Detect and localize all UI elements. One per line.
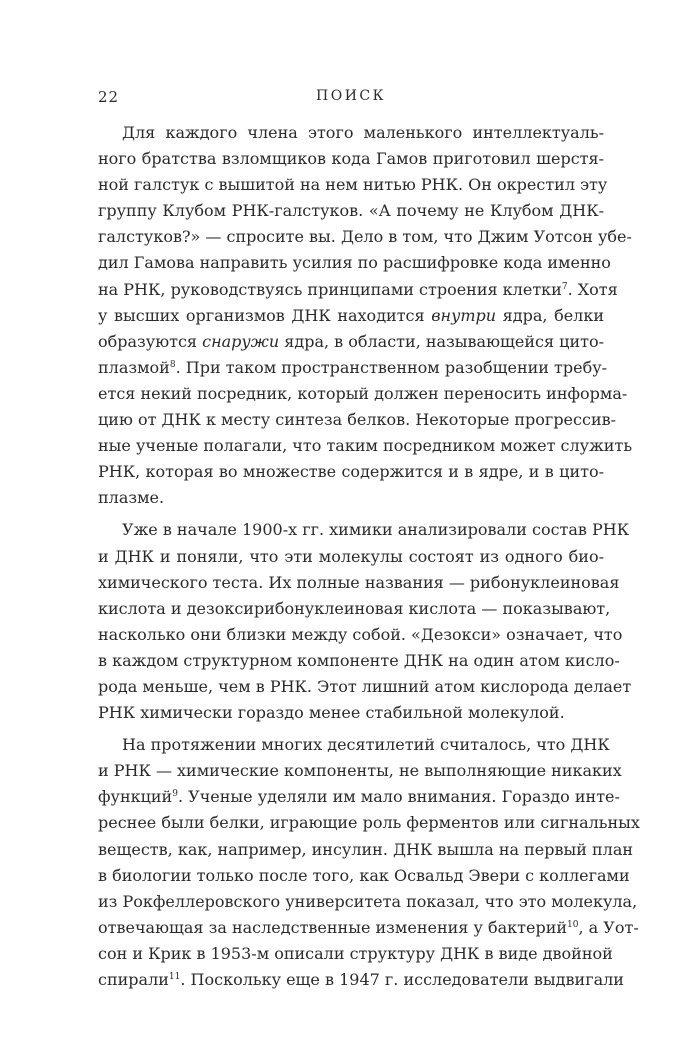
text-run: ядра, в области, называющейся цито- — [279, 331, 604, 351]
text-run: насколько они близки между собой. «Дезокси» означает, что — [98, 624, 623, 644]
text-line — [98, 355, 608, 381]
text-run: РНК, которая во множестве содержится и в ядре, и в цито- — [98, 462, 604, 482]
text-run: кислота и дезоксирибонуклеиновая кислота — показывают, — [98, 598, 611, 618]
text-line — [98, 381, 628, 407]
text-line — [98, 172, 608, 198]
text-line — [98, 622, 623, 648]
text-line — [98, 146, 604, 172]
text-run: РНК химически гораздо менее стабильной молекулой. — [98, 703, 565, 723]
text-line — [98, 596, 611, 622]
text-line — [98, 517, 630, 543]
text-line — [98, 407, 617, 433]
paragraph — [98, 120, 633, 511]
text-run: галстуков?» — спросите вы. Дело в том, что Джим Уотсон убе- — [98, 227, 632, 247]
text-line — [98, 198, 604, 224]
body-text — [98, 120, 640, 993]
text-line — [98, 837, 634, 863]
text-run: в биологии только после того, как Освальд Эвери с коллегами — [98, 865, 630, 885]
text-run: плазме. — [98, 488, 165, 508]
text-line — [98, 570, 620, 596]
text-run: функций — [98, 787, 173, 807]
paragraph — [98, 732, 640, 993]
text-line — [98, 732, 610, 758]
text-run: веществ, как, например, инсулин. ДНК вышла на первый план — [98, 839, 634, 859]
text-line — [98, 459, 604, 485]
text-run: рода меньше, чем в РНК. Этот лишний атом кислорода делает — [98, 676, 632, 696]
footnote-marker: 7 — [561, 281, 568, 292]
text-run: на РНК, руководствуясь принципами строения клетки — [98, 279, 562, 299]
text-run: реснее были белки, играющие роль ферментов или сигнальных — [98, 813, 640, 833]
text-run: отвечающая за наследственные изменения у бактерий — [98, 917, 568, 937]
text-run: в каждом структурном компоненте ДНК на один атом кисло- — [98, 650, 620, 670]
text-line — [98, 967, 624, 993]
text-line — [98, 648, 620, 674]
text-line — [98, 784, 620, 810]
text-line — [98, 250, 611, 276]
text-run: и ДНК и поняли, что эти молекулы состоят из одного био- — [98, 546, 604, 566]
text-line — [98, 277, 618, 303]
running-title: ПОИСК — [316, 88, 386, 104]
text-run: . При таком пространственном разобщении требу- — [175, 357, 608, 377]
text-run: образуются — [98, 331, 203, 351]
text-line — [98, 915, 639, 941]
footnote-marker: 8 — [169, 359, 176, 370]
text-line — [98, 941, 613, 967]
text-line — [98, 224, 632, 250]
text-run: плазмой — [98, 357, 170, 377]
page-header — [98, 88, 604, 108]
text-run: дил Гамова направить усилия по расшифровке кода именно — [98, 253, 611, 273]
text-run: Для каждого члена этого маленького интеллектуаль- — [122, 123, 604, 142]
text-line — [98, 674, 632, 700]
italic-text: снаружи — [202, 331, 280, 351]
text-run: из Рокфеллеровского университета показал, что это молекула, — [98, 891, 638, 911]
text-run: . Хотя — [567, 279, 618, 299]
text-line — [98, 303, 604, 329]
footnote-marker: 10 — [567, 919, 579, 930]
text-line — [98, 889, 638, 915]
footnote-marker: 9 — [172, 789, 178, 800]
text-line — [98, 120, 604, 146]
text-run: . Ученые уделяли им мало внимания. Гораздо инте- — [177, 787, 620, 807]
text-run: цию от ДНК к месту синтеза белков. Некоторые прогрессив- — [98, 410, 617, 430]
paragraph — [98, 517, 632, 726]
text-run: химического теста. Их полные названия — рибонуклеиновая — [98, 572, 620, 592]
text-run: группу Клубом РНК-галстуков. «А почему не Клубом ДНК- — [98, 201, 604, 221]
italic-text: внутри — [431, 305, 497, 325]
text-run: спирали — [98, 970, 169, 989]
text-line — [98, 863, 630, 889]
text-run: и РНК — химические компоненты, не выполняющие никаких — [98, 761, 622, 781]
text-run: у высших организмов ДНК находится — [98, 305, 432, 325]
text-line — [98, 700, 604, 726]
text-run: ного братства взломщиков кода Гамов приготовил шерстя- — [98, 149, 604, 169]
text-run: ные ученые полагали, что таким посредником может служить — [98, 436, 633, 456]
text-line — [98, 485, 604, 511]
text-run: , а Уот- — [578, 917, 639, 937]
text-line — [98, 810, 640, 836]
text-run: ется некий посредник, который должен переносить информа- — [98, 383, 628, 403]
text-line — [98, 758, 622, 784]
text-line — [98, 544, 604, 570]
text-line — [98, 329, 604, 355]
text-run: сон и Крик в 1953-м описали структуру ДНК в виде двойной — [98, 943, 613, 963]
text-line — [98, 433, 633, 459]
text-run: На протяжении многих десятилетий считалось, что ДНК — [122, 735, 610, 755]
text-run: Уже в начале 1900-х гг. химики анализировали состав РНК — [122, 520, 630, 540]
footnote-marker: 11 — [168, 972, 181, 982]
page-number: 22 — [98, 88, 120, 106]
text-run: ядра, белки — [496, 305, 605, 325]
text-run: ной галстук с вышитой на нем нитью РНК. Он окрестил эту — [98, 175, 608, 195]
text-run: . Поскольку еще в 1947 г. исследователи выдвигали — [180, 970, 624, 989]
